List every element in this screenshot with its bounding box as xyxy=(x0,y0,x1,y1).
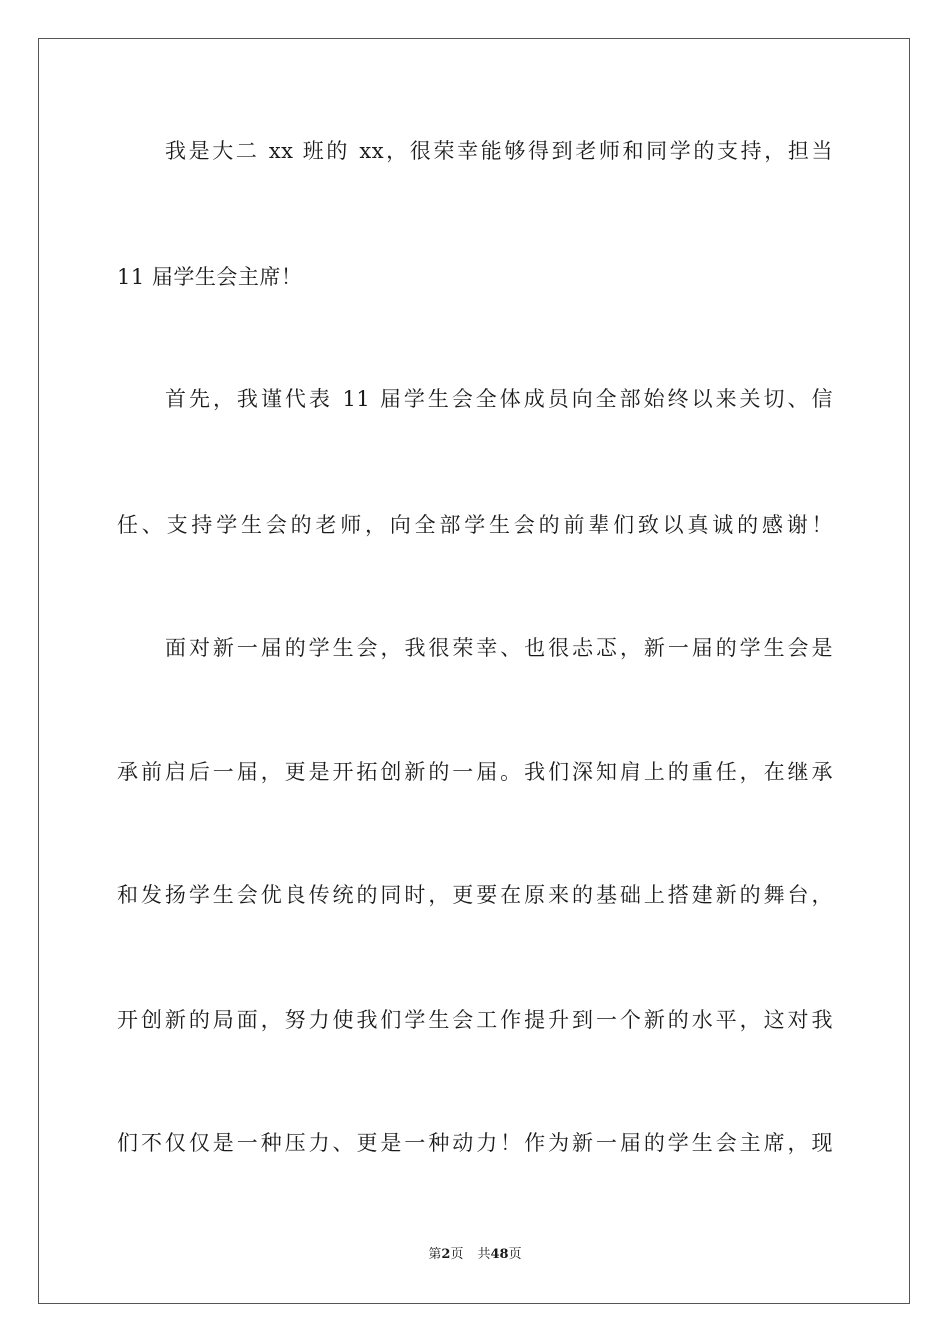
footer-total-pages: 48 xyxy=(490,1247,509,1262)
paragraph-3-line-4: 开创新的局面，努力使我们学生会工作提升到一个新的水平，这对我 xyxy=(117,1008,833,1032)
paragraph-1-line-1: 我是大二 xx 班的 xx，很荣幸能够得到老师和同学的支持，担当 xyxy=(165,139,833,163)
footer-page-number: 2 xyxy=(441,1247,451,1262)
paragraph-2-line-1: 首先，我谨代表 11 届学生会全体成员向全部始终以来关切、信 xyxy=(165,387,833,411)
page-border xyxy=(38,38,910,1304)
paragraph-3-line-2: 承前启后一届，更是开拓创新的一届。我们深知肩上的重任，在继承 xyxy=(117,760,833,784)
footer-page-prefix: 第 xyxy=(428,1247,442,1262)
paragraph-3-line-3: 和发扬学生会优良传统的同时，更要在原来的基础上搭建新的舞台， xyxy=(117,883,833,907)
footer-total-suffix: 页 xyxy=(508,1247,522,1262)
paragraph-2-line-2: 任、支持学生会的老师，向全部学生会的前辈们致以真诚的感谢！ xyxy=(117,513,833,537)
footer-total-prefix: 共 xyxy=(477,1247,491,1262)
paragraph-3-line-5: 们不仅仅是一种压力、更是一种动力！作为新一届的学生会主席，现 xyxy=(117,1131,833,1155)
footer-page-suffix: 页 xyxy=(450,1247,464,1262)
page-footer xyxy=(0,1246,950,1264)
paragraph-1-line-2: 11 届学生会主席！ xyxy=(117,265,303,289)
paragraph-3-line-1: 面对新一届的学生会，我很荣幸、也很忐忑，新一届的学生会是 xyxy=(165,636,833,660)
